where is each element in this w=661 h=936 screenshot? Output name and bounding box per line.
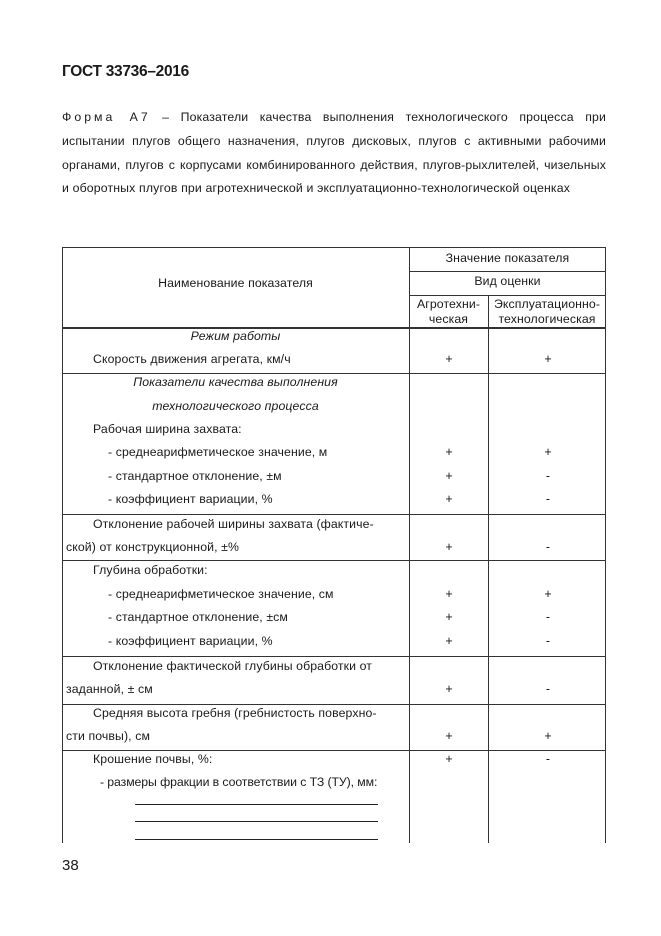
standard-code: ГОСТ 33736–2016 [62,63,189,80]
header-value-group: Значение показателя [445,251,570,265]
agro-mark: + [445,445,453,459]
group-label: Рабочая ширина захвата: [93,422,242,436]
header-assessment-group: Вид оценки [474,274,541,288]
row-divider [62,704,606,705]
row-divider [62,373,606,374]
row-label-line2: сти почвы), см [66,729,151,743]
header-exp-line2: технологическая [498,312,596,326]
row-label-line2: ской) от конструкционной, ±% [66,540,240,554]
fill-in-blank-line [135,821,378,822]
header-divider-1 [409,271,606,272]
row-label-line1: Отклонение рабочей ширины захвата (фактиче- [93,517,374,531]
header-divider-2 [409,295,606,296]
agro-mark: + [445,352,453,366]
table-border-right [605,247,606,843]
agro-mark: + [445,469,453,483]
form-caption [62,106,606,201]
section-title-line2: технологического процесса [152,399,319,413]
agro-mark: + [445,540,453,554]
caption-text: Показатели качества выполнения технологического процесса при испытании плугов общего назначения, плугов дисковых, плугов с активными рабочими органами, плугов с корпусами комбинированного действия, плугов-рыхлителей, чизельных и оборотных плугов при агротехнической и эксплуатационно-технологической оценках [62,110,607,196]
agro-mark: + [445,729,453,743]
exp-mark: - [545,492,551,506]
row-label: Скорость движения агрегата, км/ч [93,352,291,366]
agro-mark: + [445,610,453,624]
row-sub-label: - размеры фракции в соответствии с ТЗ (ТУ), мм: [100,775,378,789]
row-label: - среднеарифметическое значение, см [108,587,334,601]
header-exp-line1: Эксплуатационно- [493,297,601,311]
section-title-line1: Показатели качества выполнения [133,375,338,389]
group-label: Глубина обработки: [93,563,208,577]
agro-mark: + [445,587,453,601]
header-agro-line1: Агротехни- [416,297,481,311]
row-divider [62,656,606,657]
column-divider-name [409,247,410,843]
fill-in-blank-line [135,839,378,840]
group-label: Крошение почвы, %: [93,752,213,766]
caption-dash: – [150,110,181,124]
form-label: Форма А7 [62,110,151,124]
agro-mark: + [445,752,453,766]
exp-mark: + [544,445,552,459]
row-label: - стандартное отклонение, ±см [108,610,288,624]
table-border-top [62,247,606,248]
exp-mark: - [545,752,551,766]
fill-in-blank-line [135,804,378,805]
column-divider-values [488,295,489,843]
agro-mark: + [445,492,453,506]
exp-mark: - [545,610,551,624]
row-label-line2: заданной, ± см [66,682,153,696]
header-name-column: Наименование показателя [158,276,313,290]
section-title: Режим работы [190,329,281,343]
exp-mark: + [544,587,552,601]
exp-mark: - [545,634,551,648]
row-label: - коэффициент вариации, % [108,492,273,506]
agro-mark: + [445,634,453,648]
exp-mark: - [545,469,551,483]
row-label: - коэффициент вариации, % [108,634,273,648]
agro-mark: + [445,682,453,696]
exp-mark: - [545,540,551,554]
row-label-line1: Отклонение фактической глубины обработки от [93,659,373,673]
row-label: - среднеарифметическое значение, м [108,445,328,459]
exp-mark: + [544,729,552,743]
row-label-line1: Средняя высота гребня (гребнистость поверхно- [93,706,377,720]
page-number: 38 [62,857,79,874]
row-divider [62,514,606,515]
exp-mark: + [544,352,552,366]
exp-mark: - [545,682,551,696]
row-divider [62,560,606,561]
row-label: - стандартное отклонение, ±м [108,469,282,483]
header-agro-line2: ческая [428,312,469,326]
row-divider [62,750,606,751]
